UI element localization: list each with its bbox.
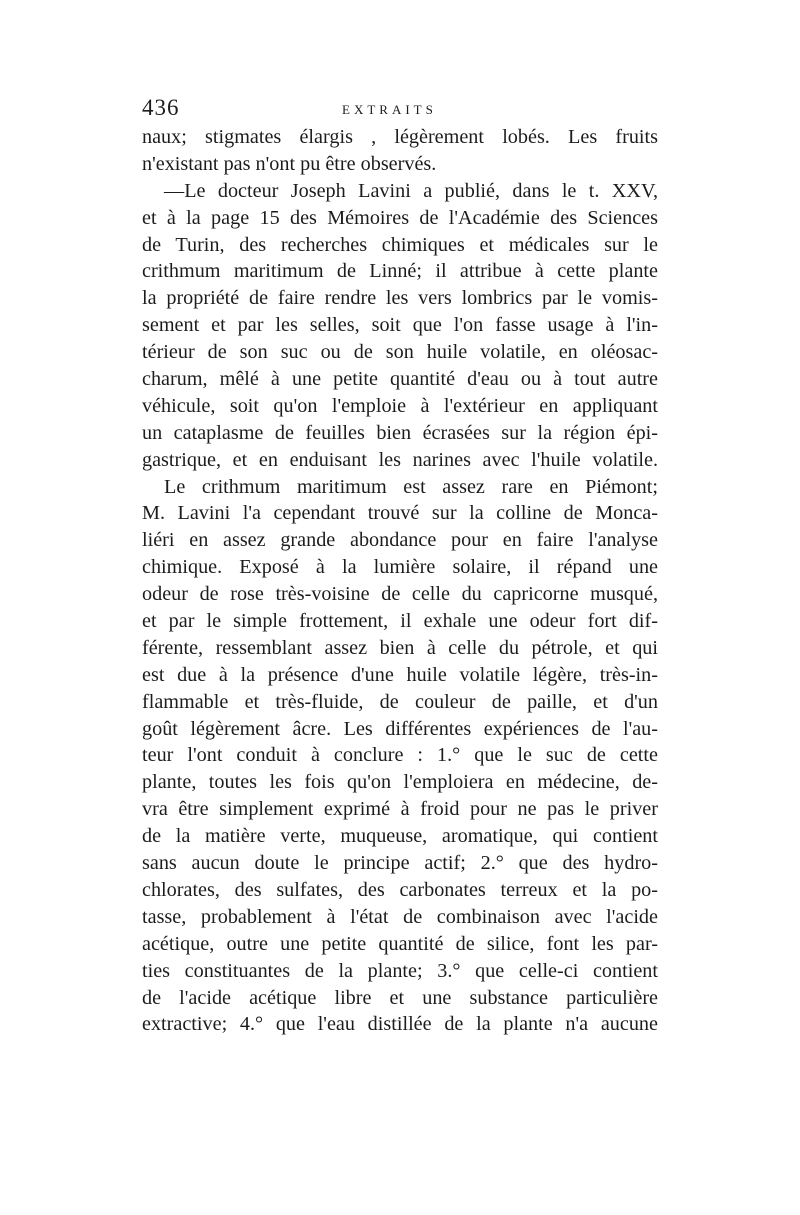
text-line: vra être simplement exprimé à froid pour ne pas le priver bbox=[142, 798, 658, 821]
text-line: de la matière verte, muqueuse, aromatique, qui contient bbox=[142, 825, 658, 848]
text-line: chlorates, des sulfates, des carbonates terreux et la po- bbox=[142, 878, 658, 901]
text-line: liéri en assez grande abondance pour en faire l'analyse bbox=[142, 529, 658, 552]
text-line: charum, mêlé à une petite quantité d'eau ou à tout autre bbox=[142, 368, 658, 391]
text-line: férente, ressemblant assez bien à celle du pétrole, et qui bbox=[142, 636, 658, 659]
text-line: de l'acide acétique libre et une substance particulière bbox=[142, 986, 658, 1009]
text-line: ties constituantes de la plante; 3.° que celle-ci contient bbox=[142, 959, 658, 982]
text-line: chimique. Exposé à la lumière solaire, il répand une bbox=[142, 556, 658, 579]
text-line: —Le docteur Joseph Lavini a publié, dans le t. XXV, bbox=[164, 179, 658, 202]
text-line: n'existant pas n'ont pu être observés. bbox=[142, 152, 437, 175]
text-line: la propriété de faire rendre les vers lombrics par le vomis- bbox=[142, 287, 658, 310]
page-header bbox=[142, 95, 658, 125]
text-line: sans aucun doute le principe actif; 2.° que des hydro- bbox=[142, 852, 658, 875]
text-line: odeur de rose très-voisine de celle du capricorne musqué, bbox=[142, 583, 658, 606]
text-line: Le crithmum maritimum est assez rare en Piémont; bbox=[164, 475, 658, 498]
text-line: sement et par les selles, soit que l'on fasse usage à l'in- bbox=[142, 314, 658, 337]
text-line: véhicule, soit qu'on l'emploie à l'extérieur en appliquant bbox=[142, 394, 658, 417]
text-line: M. Lavini l'a cependant trouvé sur la colline de Monca- bbox=[142, 502, 658, 525]
text-line: un cataplasme de feuilles bien écrasées sur la région épi- bbox=[142, 421, 658, 444]
text-line: plante, toutes les fois qu'on l'emploiera en médecine, de- bbox=[142, 771, 658, 794]
body-text bbox=[142, 124, 658, 1038]
text-line: naux; stigmates élargis , légèrement lobés. Les fruits bbox=[142, 126, 658, 148]
text-line: tasse, probablement à l'état de combinaison avec l'acide bbox=[142, 905, 658, 928]
text-line: teur l'ont conduit à conclure : 1.° que le suc de cette bbox=[142, 744, 658, 767]
text-line: gastrique, et en enduisant les narines avec l'huile volatile. bbox=[142, 448, 658, 471]
text-line: et par le simple frottement, il exhale une odeur fort dif- bbox=[142, 610, 658, 633]
text-line: et à la page 15 des Mémoires de l'Académie des Sciences bbox=[142, 206, 658, 229]
text-line: crithmum maritimum de Linné; il attribue à cette plante bbox=[142, 260, 658, 283]
text-line: de Turin, des recherches chimiques et médicales sur le bbox=[142, 233, 658, 256]
text-line: acétique, outre une petite quantité de silice, font les par- bbox=[142, 932, 658, 955]
text-line: extractive; 4.° que l'eau distillée de la plante n'a aucune bbox=[142, 1013, 658, 1036]
text-line: térieur de son suc ou de son huile volatile, en oléosac- bbox=[142, 341, 658, 364]
text-line: est due à la présence d'une huile volatile légère, très-in- bbox=[142, 663, 658, 686]
page-number: 436 bbox=[142, 95, 180, 120]
text-line: goût légèrement âcre. Les différentes expériences de l'au- bbox=[142, 717, 658, 740]
text-line: flammable et très-fluide, de couleur de paille, et d'un bbox=[142, 690, 658, 713]
running-head: EXTRAITS bbox=[342, 102, 437, 117]
